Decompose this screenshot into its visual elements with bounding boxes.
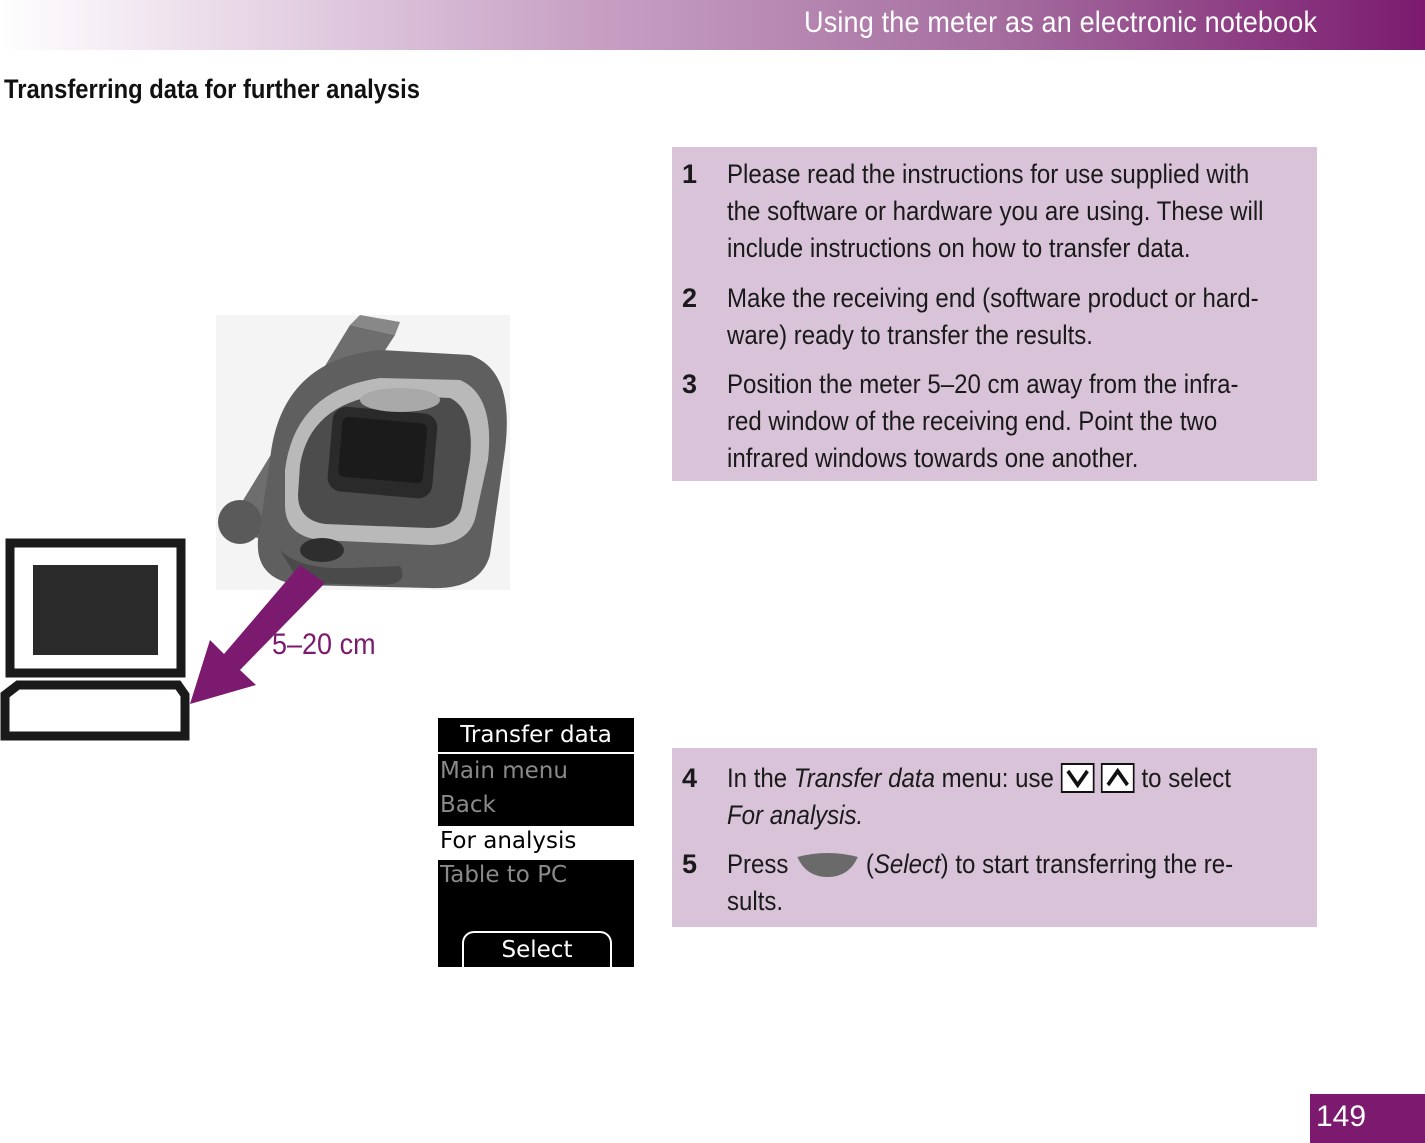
lcd-title: Transfer data (438, 718, 634, 754)
section-title: Transferring data for further analysis (4, 74, 420, 104)
softkey-button-icon (795, 853, 859, 879)
lcd-menu-item-selected: For analysis (440, 828, 577, 854)
step-line: Press (Select) to start transferring the re- (727, 849, 1234, 879)
step-line: include instructions on how to transfer data. (727, 233, 1191, 263)
step-line: Position the meter 5–20 cm away from the infra- (727, 369, 1239, 399)
lcd-menu-item: Back (440, 792, 496, 818)
step-number: 3 (682, 369, 698, 399)
steps-box-2 (672, 748, 1317, 927)
lcd-softkey-select: Select (462, 931, 612, 967)
step-number: 4 (682, 763, 698, 793)
up-arrow-button-icon (1101, 763, 1135, 793)
step-text (727, 366, 1252, 477)
step-text-part: to select (1134, 763, 1232, 793)
step-text-part: In the (727, 763, 794, 793)
step-line: infrared windows towards one another. (727, 443, 1139, 473)
distance-label: 5–20 cm (272, 628, 376, 661)
steps-box-1 (672, 147, 1317, 481)
down-arrow-button-icon (1060, 763, 1094, 793)
step-text-part: ) to start transferring the re- (940, 849, 1234, 879)
step-number: 5 (682, 849, 698, 879)
step-text-part: Press (727, 849, 796, 879)
step-text (727, 846, 1252, 920)
meter-lcd-screen (438, 718, 634, 967)
meter-transfer-illustration (0, 300, 520, 750)
lcd-menu-item: Main menu (440, 758, 568, 784)
menu-name: Transfer data (793, 763, 935, 793)
step-text-part: menu: use (934, 763, 1061, 793)
step-line: Make the receiving end (software product or hard- (727, 283, 1259, 313)
menu-option: For analysis. (727, 800, 864, 830)
step-line (727, 797, 1252, 834)
page-header-title: Using the meter as an electronic notebook (803, 6, 1317, 39)
step-line: sults. (727, 886, 784, 916)
step-line: red window of the receiving end. Point the two (727, 406, 1218, 436)
step-line: Please read the instructions for use supplied with (727, 159, 1250, 189)
softkey-name: Select (873, 849, 941, 879)
computer-image (5, 543, 185, 736)
step-line: ware) ready to transfer the results. (727, 320, 1093, 350)
step-number: 1 (682, 159, 698, 189)
page-number: 149 (1316, 1100, 1367, 1133)
step-text (727, 280, 1259, 354)
step-line (727, 760, 1252, 797)
step-number: 2 (682, 283, 698, 313)
step-text (727, 156, 1264, 267)
lcd-menu-item: Table to PC (440, 862, 568, 888)
step-text (727, 760, 1252, 834)
step-line: the software or hardware you are using. These will (727, 196, 1264, 226)
